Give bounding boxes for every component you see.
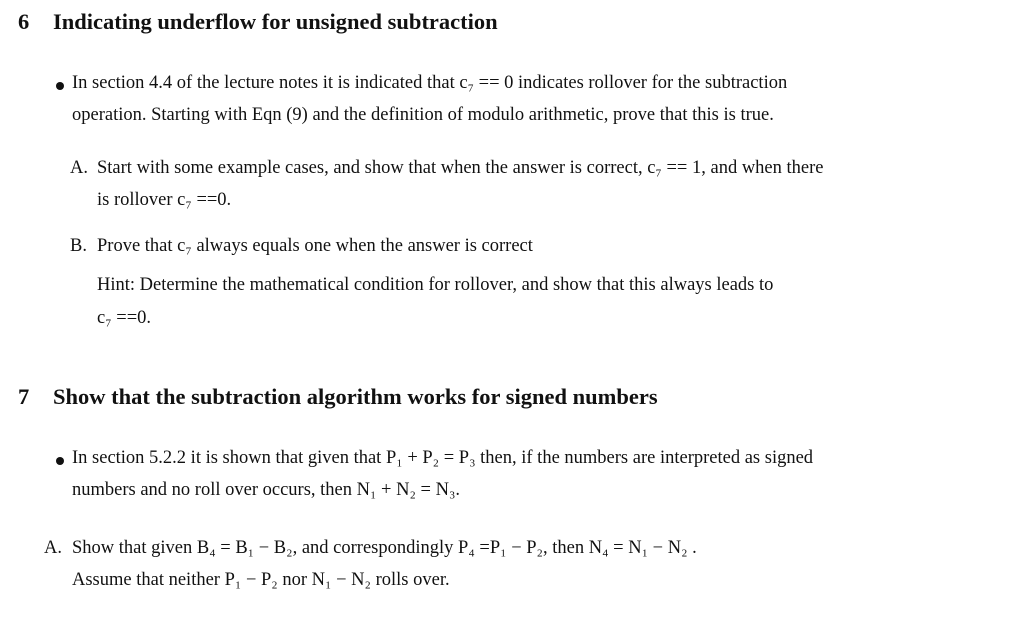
bullet-marker: [56, 457, 64, 465]
section-7-number: 7: [18, 384, 30, 409]
bullet-marker: [56, 82, 64, 90]
s6-item-a-label: A.: [70, 158, 88, 178]
s7-item-a-line1: Show that given B₄ = B₁ − B₂, and correspondingly P₄ =P₁ − P₂, then N₄ = N₁ − N₂ .: [72, 538, 697, 558]
s7-bullet-line1: In section 5.2.2 it is shown that given that P₁ + P₂ = P₃ then, if the numbers are interpreted as signed: [72, 448, 814, 468]
section-7-title: Show that the subtraction algorithm works for signed numbers: [53, 384, 658, 409]
s7-bullet-line2: numbers and no roll over occurs, then N₁ + N₂ = N₃.: [72, 480, 461, 500]
s6-item-a-line1: Start with some example cases, and show that when the answer is correct, c₇ == 1, and when there: [97, 158, 824, 178]
s6-item-a-line2: is rollover c₇ ==0.: [97, 190, 232, 210]
section-6-number: 6: [18, 9, 30, 34]
s6-item-b-hint-line1: Hint: Determine the mathematical condition for rollover, and show that this always leads to: [97, 275, 774, 295]
s6-item-b-line1: Prove that c₇ always equals one when the answer is correct: [97, 236, 533, 256]
s6-bullet-line2: operation. Starting with Eqn (9) and the definition of modulo arithmetic, prove that this is true.: [72, 105, 774, 125]
s7-item-a-line2: Assume that neither P₁ − P₂ nor N₁ − N₂ rolls over.: [72, 570, 450, 590]
s6-bullet-line1: In section 4.4 of the lecture notes it is indicated that c₇ == 0 indicates rollover for the subtraction: [72, 73, 788, 93]
s7-item-a-label: A.: [44, 538, 62, 558]
s6-item-b-hint-line2: c₇ ==0.: [97, 308, 152, 328]
s6-item-b-label: B.: [70, 236, 87, 256]
section-6-title: Indicating underflow for unsigned subtraction: [53, 9, 498, 34]
